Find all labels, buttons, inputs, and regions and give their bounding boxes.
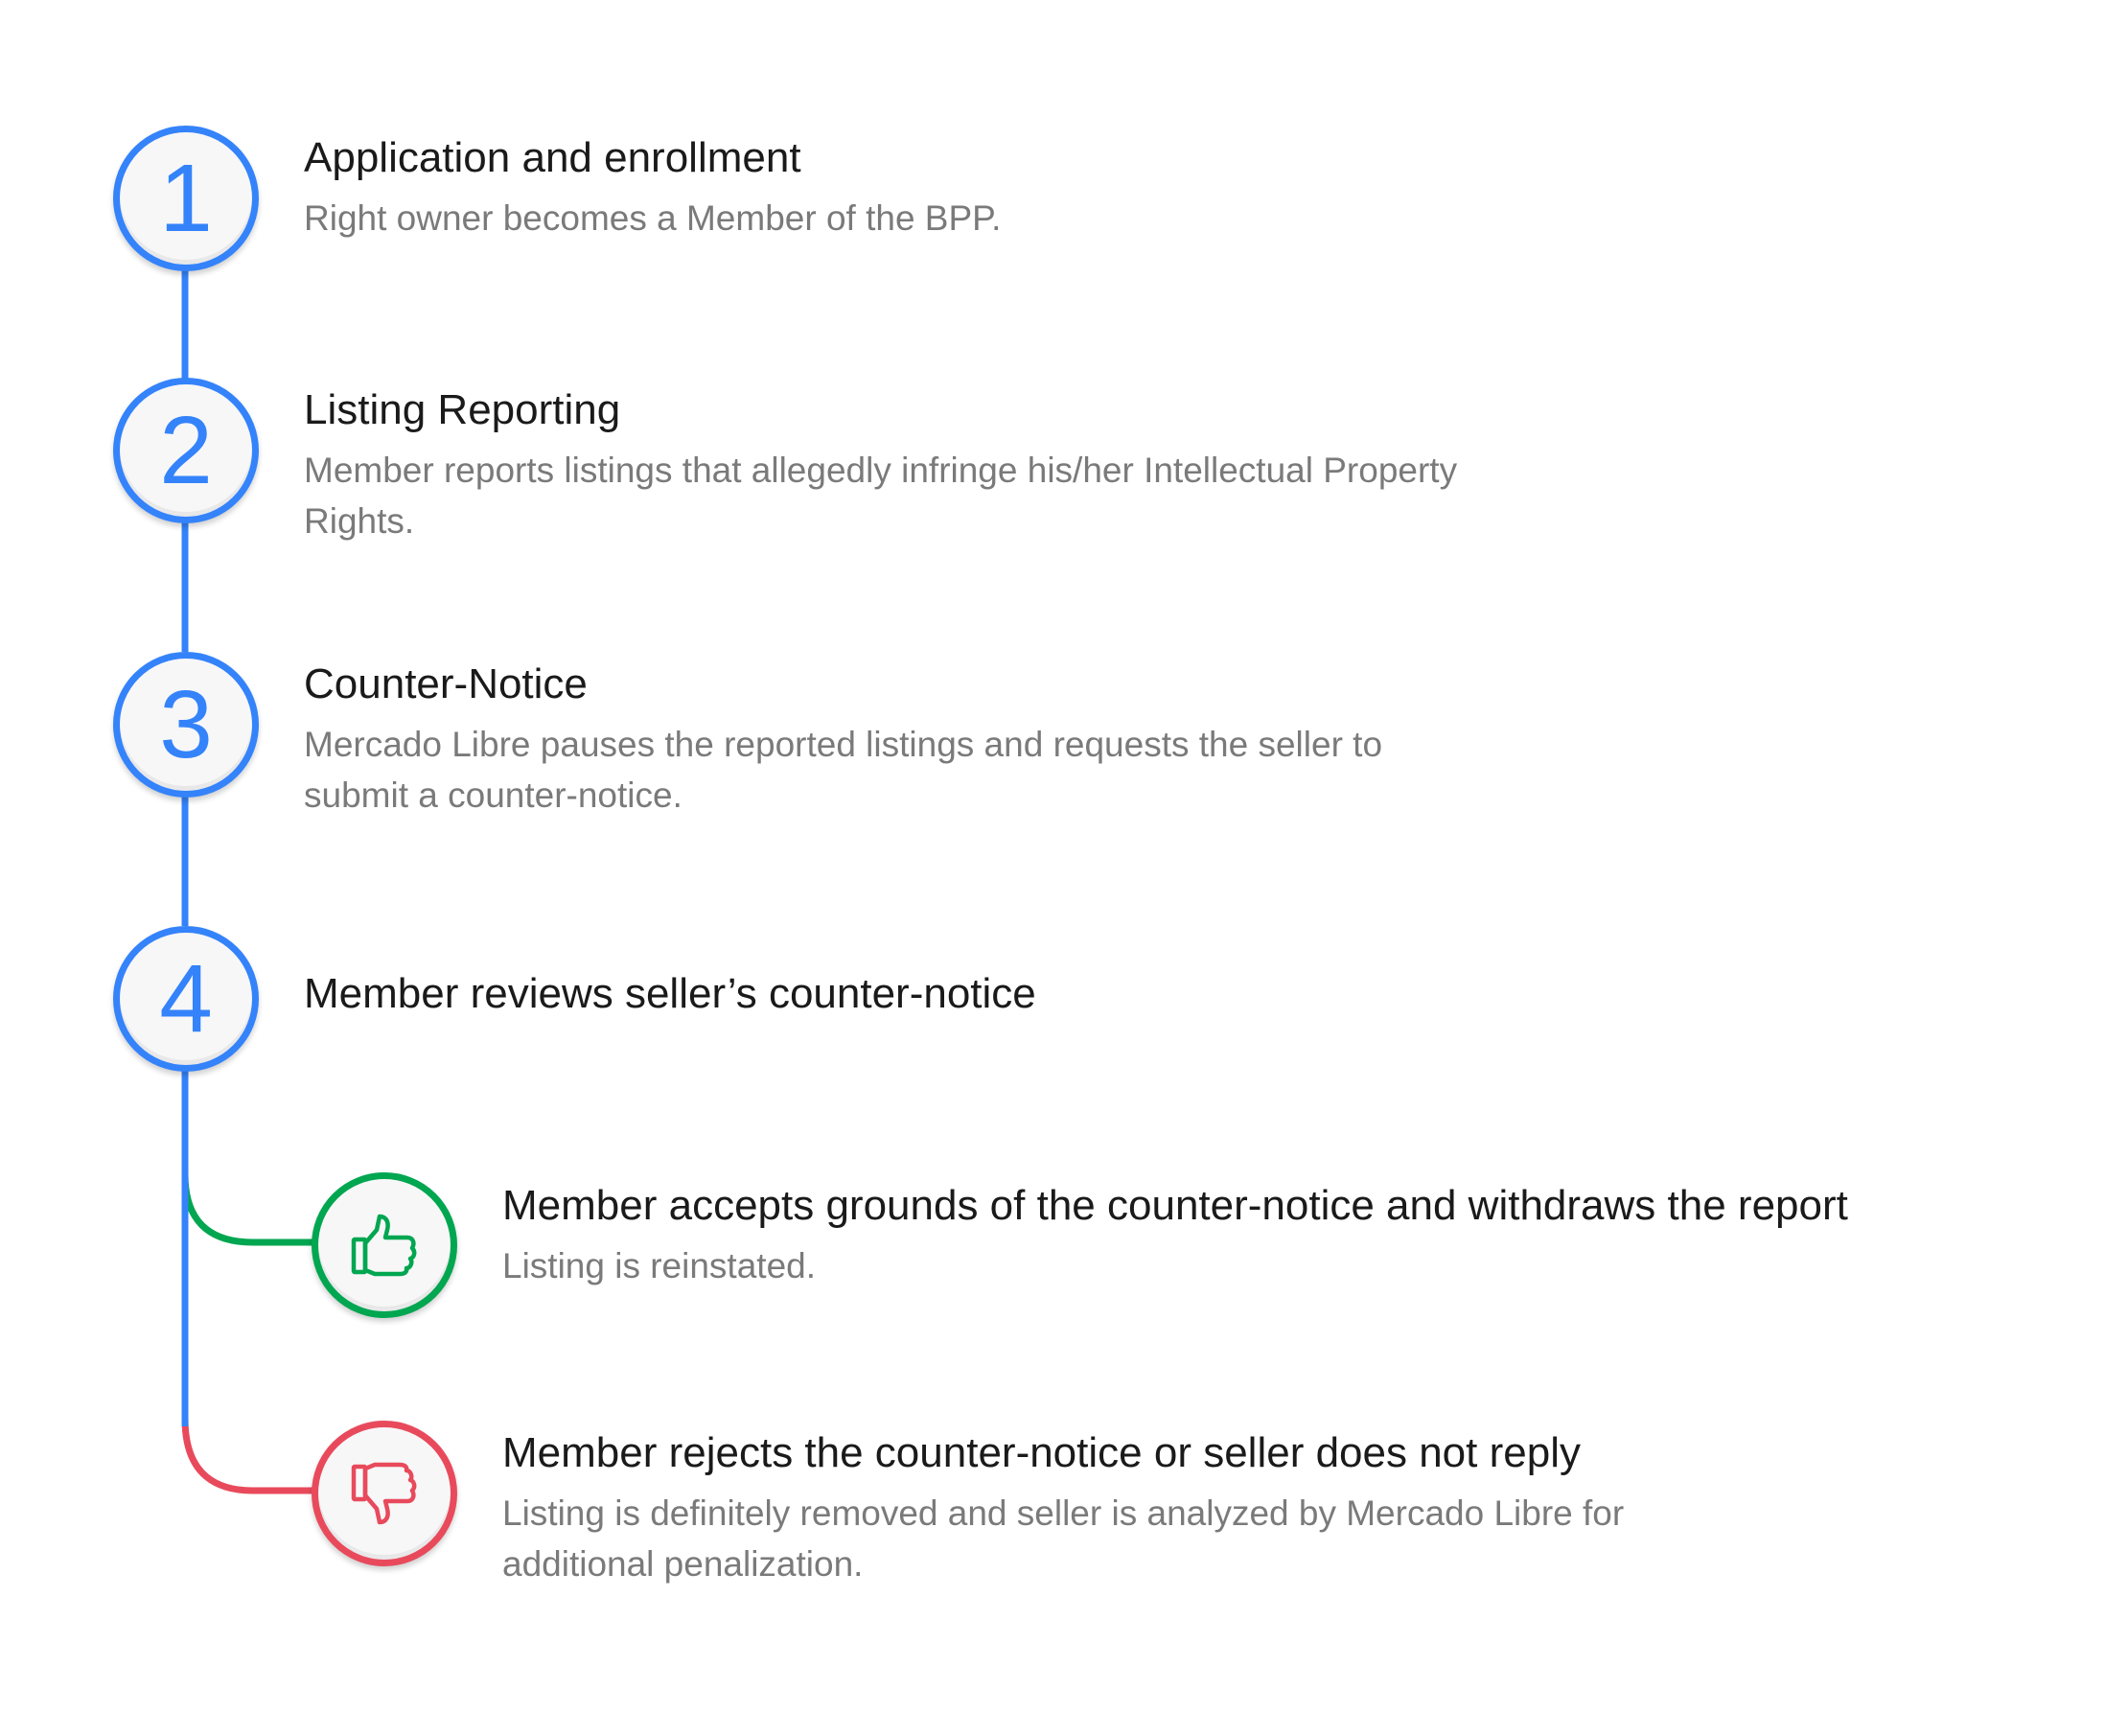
accept-outcome-circle: [312, 1172, 457, 1318]
step-title: Application and enrollment: [304, 134, 801, 181]
outcome-title: Member rejects the counter-notice or seller does not reply: [502, 1429, 1581, 1476]
step-3-text: [304, 658, 1435, 821]
step-description: Right owner becomes a Member of the BPP.: [304, 198, 1002, 238]
step-number: 2: [159, 397, 213, 504]
reject-outcome-circle: [312, 1421, 457, 1566]
step-number: 4: [159, 945, 213, 1053]
step-2-circle: [113, 378, 259, 523]
outcome-description: Listing is reinstated.: [502, 1246, 817, 1285]
branch-accept-line: [185, 1174, 316, 1242]
outcome-title: Member accepts grounds of the counter-notice and withdraws the report: [502, 1182, 1848, 1229]
step-4-circle: [113, 926, 259, 1072]
reject-outcome-text: [502, 1426, 1653, 1589]
thumbs-down-icon: [348, 1457, 421, 1530]
step-2-text: [304, 383, 1492, 546]
outcome-description: Listing is definitely removed and seller is analyzed by Mercado Libre for additional penalization.: [502, 1493, 1625, 1584]
step-title: Member reviews seller’s counter-notice: [304, 970, 1036, 1017]
step-number: 3: [159, 671, 213, 778]
step-description: Member reports listings that allegedly infringe his/her Intellectual Property Rights.: [304, 451, 1458, 541]
step-4-text: [304, 967, 1036, 1021]
step-3-circle: [113, 652, 259, 798]
step-1-circle: [113, 126, 259, 271]
step-number: 1: [159, 145, 213, 252]
step-title: Counter-Notice: [304, 660, 588, 707]
step-1-text: [304, 131, 1454, 243]
step-title: Listing Reporting: [304, 386, 621, 433]
step-description: Mercado Libre pauses the reported listings and requests the seller to submit a counter-notice.: [304, 725, 1383, 815]
branch-reject-line: [185, 1419, 316, 1491]
accept-outcome-text: [502, 1179, 1848, 1291]
thumbs-up-icon: [348, 1209, 421, 1282]
